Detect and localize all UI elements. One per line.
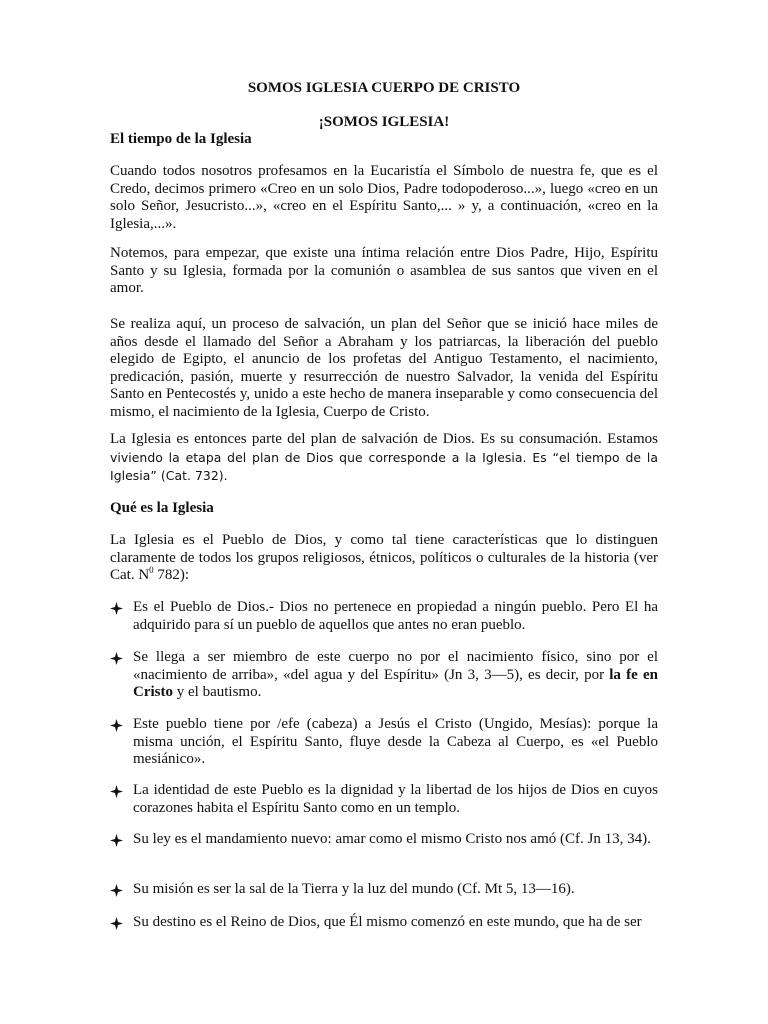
- bullet-text-before: Se llega a ser miembro de este cuerpo no por el nacimiento físico, sino por el «nacimiento de arriba», «del agua y del Espíritu» (Jn 3, 3—5), es decir, por: [133, 649, 658, 683]
- diamond-bullet-icon: [110, 785, 123, 798]
- diamond-bullet-icon: [110, 719, 123, 732]
- list-item: [110, 881, 658, 899]
- list-item: [110, 716, 658, 769]
- diamond-bullet-icon: [110, 884, 123, 897]
- paragraph-consumacion-sans: viviendo la etapa del plan de Dios que corresponde a la Iglesia. Es “el tiempo de la Iglesia” (Cat. 732).: [110, 449, 658, 484]
- diamond-bullet-icon: [110, 602, 123, 615]
- bullet-text: Su ley es el mandamiento nuevo: amar como el mismo Cristo nos amó (Cf. Jn 13, 34).: [133, 831, 651, 847]
- list-item: [110, 599, 658, 634]
- paragraph-pueblo-ref: 782):: [153, 567, 190, 584]
- superscript-zero: 0: [149, 565, 154, 576]
- diamond-bullet-icon: [110, 834, 123, 847]
- paragraph-credo: Cuando todos nosotros profesamos en la Eucaristía el Símbolo de nuestra fe, que es el Credo, decimos primero «Creo en un solo Dios, Padre todopoderoso...», luego «creo en un solo Señor, Jesucristo...», «creo en el Espíritu Santo,... » y, a continuación, «creo en la Iglesia,...».: [110, 163, 658, 232]
- list-item: [110, 914, 658, 932]
- bullet-text: Su misión es ser la sal de la Tierra y la luz del mundo (Cf. Mt 5, 13—16).: [133, 881, 575, 897]
- bullet-text: Su destino es el Reino de Dios, que Él mismo comenzó en este mundo, que ha de ser: [133, 914, 642, 930]
- document-subtitle: ¡SOMOS IGLESIA!: [318, 114, 450, 130]
- diamond-bullet-icon: [110, 652, 123, 665]
- diamond-bullet-icon: [110, 917, 123, 930]
- paragraph-relacion: Notemos, para empezar, que existe una íntima relación entre Dios Padre, Hijo, Espíritu Santo y su Iglesia, formada por la comunión o asamblea de sus santos que viven en el amor.: [110, 245, 658, 297]
- paragraph-salvacion: Se realiza aquí, un proceso de salvación, un plan del Señor que se inició hace miles de años desde el llamado del Señor a Abraham y los patriarcas, la liberación del pueblo elegido de Egipto, el anuncio de los profetas del Antiguo Testamento, el nacimiento, predicación, pasión, muerte y resurrección de nuestro Salvador, la venida del Espíritu Santo en Pentecostés y, unido a este hecho de manera inseparable y como consecuencia del mismo, el nacimiento de la Iglesia, Cuerpo de Cristo.: [110, 316, 658, 420]
- bullet-text-bold: la fe en Cristo: [133, 666, 658, 701]
- bullet-text: [133, 649, 658, 702]
- bullet-text: La identidad de este Pueblo es la dignidad y la libertad de los hijos de Dios en cuyos corazones habita el Espíritu Santo como en un templo.: [133, 782, 658, 816]
- paragraph-pueblo-de-dios: [110, 532, 658, 585]
- paragraph-pueblo-text: La Iglesia es el Pueblo de Dios, y como tal tiene características que lo distinguen claramente de todos los grupos religiosos, étnicos, políticos o culturales de la historia (ver Cat. N: [110, 532, 658, 584]
- list-item: [110, 649, 658, 702]
- paragraph-consumacion: [110, 431, 658, 486]
- document-title: SOMOS IGLESIA CUERPO DE CRISTO: [247, 80, 521, 96]
- bullet-text: Este pueblo tiene por /efe (cabeza) a Jesús el Cristo (Ungido, Mesías): porque la misma unción, el Espíritu Santo, fluye desde la Cabeza al Cuerpo, es «el Pueblo mesiánico».: [133, 716, 658, 768]
- bullet-text-after: y el bautismo.: [173, 684, 262, 701]
- section-heading-tiempo: El tiempo de la Iglesia: [110, 131, 252, 147]
- list-item: [110, 831, 658, 849]
- section-heading-que-es: Qué es la Iglesia: [110, 500, 214, 516]
- list-item: [110, 782, 658, 817]
- paragraph-consumacion-serif: La Iglesia es entonces parte del plan de salvación de Dios. Es su consumación. Estamos: [110, 431, 658, 447]
- bullet-text: Es el Pueblo de Dios.- Dios no pertenece en propiedad a ningún pueblo. Pero El ha adquirido para sí un pueblo de aquellos que antes no eran pueblo.: [133, 599, 658, 633]
